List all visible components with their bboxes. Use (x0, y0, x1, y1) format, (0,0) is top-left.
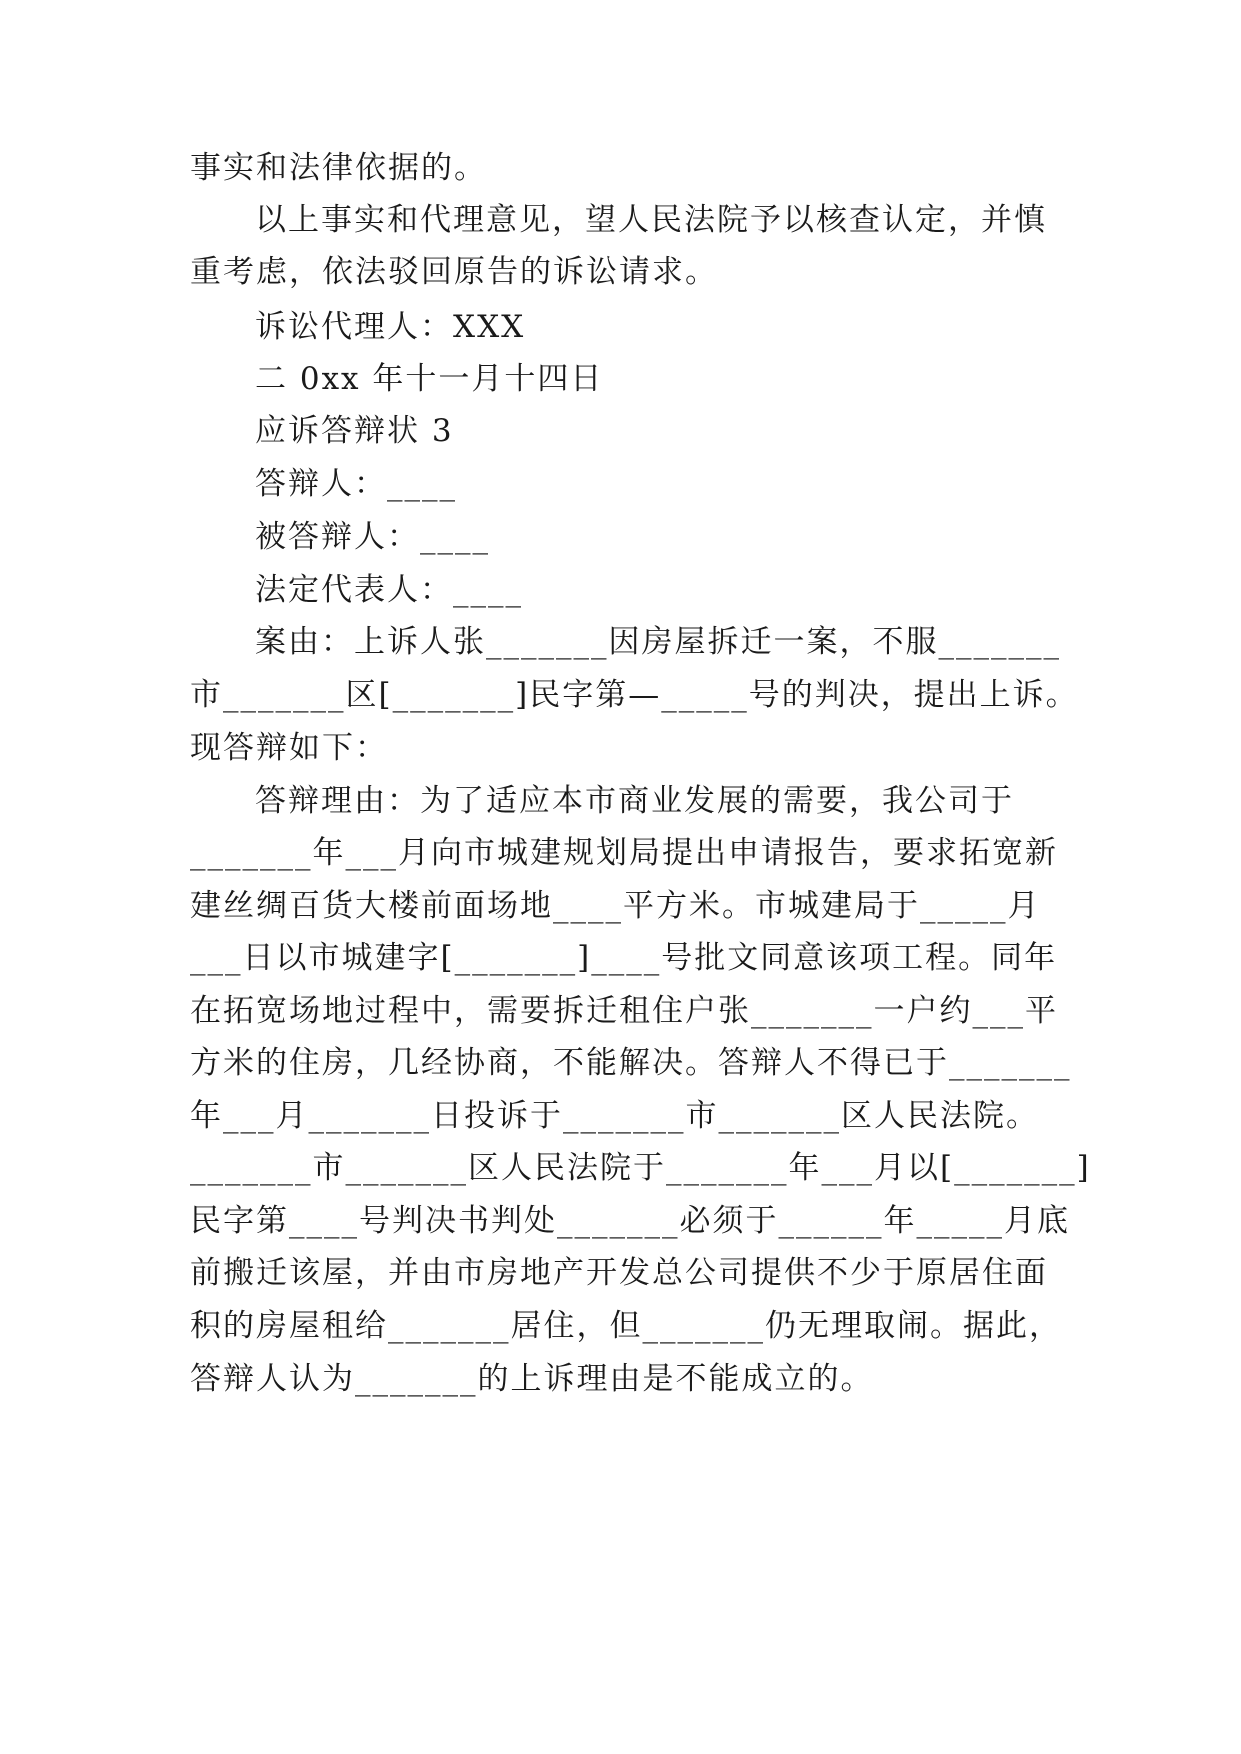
paragraph-line: 案由：上诉人张_______因房屋拆迁一案，不服_______ (255, 624, 1061, 660)
paragraph-line: 重考虑，依法驳回原告的诉讼请求。 (190, 254, 718, 290)
paragraph-line: _______年___月向市城建规划局提出申请报告，要求拓宽新 (190, 835, 1058, 871)
paragraph-line: 事实和法律依据的。 (190, 150, 487, 186)
paragraph-line: 答辩理由：为了适应本市商业发展的需要，我公司于 (255, 783, 1014, 819)
paragraph-line: 方米的住房，几经协商，不能解决。答辩人不得已于_______ (190, 1045, 1072, 1081)
paragraph-line: 以上事实和代理意见，望人民法院予以核查认定，并慎 (255, 202, 1047, 238)
paragraph-line: 答辩人认为_______的上诉理由是不能成立的。 (190, 1361, 874, 1397)
appellee-line: 被答辩人：____ (255, 519, 490, 555)
paragraph-line: 现答辩如下： (190, 730, 388, 766)
signature-agent-line: 诉讼代理人：XXX (255, 309, 526, 345)
section-title: 应诉答辩状 3 (255, 413, 454, 449)
respondent-line: 答辩人：____ (255, 466, 457, 502)
paragraph-line: 建丝绸百货大楼前面场地____平方米。市城建局于_____月 (190, 888, 1041, 924)
legal-representative-line: 法定代表人：____ (255, 572, 523, 608)
paragraph-line: ___日以市城建字[_______]____号批文同意该项工程。同年 (190, 940, 1058, 976)
paragraph-line: 民字第____号判决书判处_______必须于______年_____月底 (190, 1203, 1070, 1239)
paragraph-line: 在拓宽场地过程中，需要拆迁租住户张_______一户约___平 (190, 993, 1058, 1029)
paragraph-line: 年___月_______日投诉于_______市_______区人民法院。 (190, 1098, 1039, 1134)
date-line: 二 0xx 年十一月十四日 (255, 361, 604, 397)
paragraph-line: 积的房屋租给_______居住，但_______仍无理取闹。据此， (190, 1308, 1062, 1344)
paragraph-line: 前搬迁该屋，并由市房地产开发总公司提供不少于原居住面 (190, 1255, 1048, 1291)
paragraph-line: _______市_______区人民法院于_______年___月以[_______] (190, 1150, 1091, 1186)
paragraph-line: 市_______区[_______]民字第—_____号的判决，提出上诉。 (190, 677, 1079, 713)
